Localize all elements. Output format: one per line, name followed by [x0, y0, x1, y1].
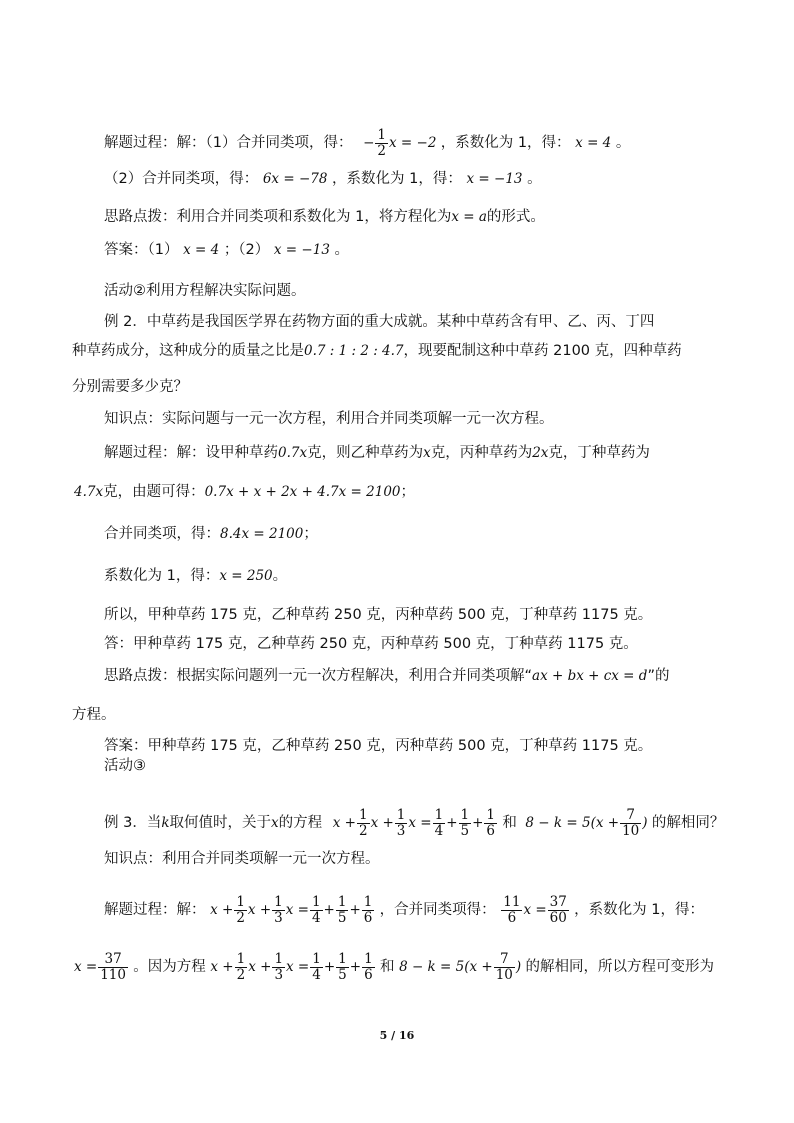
text: 。	[272, 568, 288, 584]
solution-2-line-3	[104, 524, 318, 544]
fraction	[501, 895, 522, 926]
fraction	[272, 952, 285, 983]
text: 知识点：实际问题与一元一次方程，利用合并同类项解一元一次方程。	[104, 411, 554, 427]
solution-3-line-2	[74, 952, 714, 983]
text: ，系数化为 1，得：	[574, 902, 704, 918]
hint-2-line-2	[72, 705, 116, 725]
math: x =	[285, 902, 309, 918]
fraction	[98, 952, 128, 983]
text: 例 3．当	[104, 815, 162, 831]
equation: x = a	[451, 209, 487, 225]
denominator: 2	[236, 967, 246, 983]
numerator: 1	[337, 894, 347, 910]
numerator: 1	[236, 894, 245, 910]
math: )	[515, 959, 522, 975]
equation-b	[399, 951, 525, 983]
denominator: 110	[100, 967, 126, 983]
denominator: 4	[312, 967, 321, 983]
text: ，系数化为 1，得：	[440, 135, 571, 151]
text: 所以，甲种草药 175 克，乙种草药 250 克，丙种草药 500 克，丁种草药 1175 克。	[104, 607, 653, 623]
numerator: 1	[236, 951, 246, 967]
numerator: 7	[494, 952, 515, 968]
denominator: 4	[311, 910, 321, 926]
solution-2-answer	[104, 634, 638, 654]
text: ；（2）	[223, 242, 270, 258]
math: k	[161, 815, 170, 831]
math: )	[642, 815, 648, 831]
equation: x = −13	[466, 171, 523, 187]
equation: x = 4	[575, 135, 612, 151]
hint-2-line-1	[104, 666, 669, 686]
math: x +	[370, 815, 394, 831]
page-number: 5 / 16	[379, 1029, 415, 1042]
math: +	[446, 815, 458, 831]
denominator: 2	[377, 143, 386, 159]
equation: x = 250	[219, 568, 273, 584]
text: 。	[334, 242, 350, 258]
math: 0.7x	[278, 445, 308, 461]
fraction	[548, 895, 569, 926]
math: x = −2	[389, 135, 437, 151]
text: 种草药成分，这种成分的质量之比是	[72, 343, 304, 359]
text: 的解相同？	[651, 815, 725, 831]
denominator: 3	[274, 910, 283, 926]
hint-line	[104, 207, 545, 227]
fraction	[336, 952, 349, 983]
math: x +	[332, 815, 356, 831]
math: 2x	[532, 445, 549, 461]
numerator: 1	[363, 894, 373, 910]
text: （2）合并同类项，得：	[104, 171, 259, 187]
text: 。	[615, 135, 631, 151]
text: 。	[527, 171, 542, 187]
text: 答案：甲种草药 175 克，乙种草药 250 克，丙种草药 500 克，丁种草药 1175 克。	[104, 738, 653, 754]
text: 思路点拨：根据实际问题列一元一次方程解决，利用合并同类项解“	[104, 668, 533, 684]
equation-a	[210, 951, 380, 983]
math: 8 − k = 5(x +	[525, 815, 620, 831]
example-2-line-3	[72, 377, 188, 397]
text: 思路点拨：利用合并同类项和系数化为 1，将方程化为	[104, 209, 452, 225]
text: 。因为方程	[133, 959, 206, 975]
denominator: 6	[363, 910, 373, 926]
text: 活动③	[104, 758, 146, 774]
text: 知识点：利用合并同类项解一元一次方程。	[104, 851, 380, 867]
fraction	[484, 808, 497, 839]
fraction	[494, 952, 515, 983]
numerator: 1	[358, 807, 368, 823]
fraction	[272, 895, 285, 926]
denominator: 3	[274, 967, 284, 983]
text: ；	[400, 484, 416, 500]
solution-2-line-2	[74, 482, 415, 502]
denominator: 6	[486, 823, 496, 839]
math: −	[363, 135, 375, 151]
numerator: 1	[460, 807, 470, 823]
text: 的方程	[278, 815, 323, 831]
text: 系数化为 1，得：	[104, 568, 220, 584]
equation-combined	[500, 894, 574, 926]
denominator: 5	[338, 967, 347, 983]
text: ；	[303, 526, 318, 542]
solution-2-conclusion	[104, 605, 652, 625]
math: x =	[286, 959, 310, 975]
numerator: 1	[377, 127, 386, 143]
equation-solution	[74, 951, 133, 983]
math: x +	[247, 902, 272, 918]
activity-3-heading	[104, 756, 146, 776]
equation: x = −13	[273, 242, 330, 258]
fraction	[357, 808, 370, 839]
text: 答：甲种草药 175 克，乙种草药 250 克，丙种草药 500 克，丁种草药 1175 克。	[104, 636, 638, 652]
fraction	[362, 895, 375, 926]
math: x =	[523, 902, 547, 918]
text: 解题过程：解：（1）合并同类项，得：	[104, 135, 353, 151]
text: 例 2．中草药是我国医学界在药物方面的重大成就。某种中草药含有甲、乙、丙、丁四	[104, 314, 655, 330]
numerator: 1	[486, 807, 496, 823]
math: +	[323, 959, 336, 975]
equation: 0.7x + x + 2x + 4.7x = 2100	[204, 484, 401, 500]
numerator: 1	[312, 951, 321, 967]
solution-2-line-4	[104, 566, 287, 586]
denominator: 4	[434, 823, 444, 839]
numerator: 7	[620, 808, 641, 824]
text: 克，由题可得：	[103, 484, 205, 500]
denominator: 60	[549, 910, 567, 926]
solution-2-line-1	[104, 443, 650, 463]
fraction	[310, 952, 323, 983]
fraction	[459, 808, 472, 839]
numerator: 1	[338, 951, 347, 967]
text: 解题过程：解：	[104, 902, 206, 918]
fraction	[310, 895, 323, 926]
math: +	[349, 902, 361, 918]
equation: x = 4	[183, 242, 220, 258]
text: 和	[379, 959, 395, 975]
math: 8 − k = 5(x +	[399, 959, 493, 975]
numerator: 1	[396, 807, 406, 823]
denominator: 5	[337, 910, 347, 926]
equation	[363, 127, 441, 159]
fraction	[235, 952, 248, 983]
text: 的形式。	[486, 209, 545, 225]
numerator: 1	[274, 894, 283, 910]
example-2-line-2	[72, 341, 682, 361]
knowledge-3-line	[104, 849, 380, 869]
denominator: 2	[358, 823, 368, 839]
text: 活动②利用方程解决实际问题。	[104, 283, 306, 299]
math: x +	[210, 902, 234, 918]
math: x	[271, 815, 279, 831]
solution-line-1	[104, 128, 630, 159]
text: 克，则乙种草药为	[307, 445, 424, 461]
math: +	[349, 959, 362, 975]
equation-a	[332, 807, 503, 839]
text: 分别需要多少克？	[72, 379, 188, 395]
denominator: 10	[622, 823, 640, 839]
math: x =	[74, 959, 98, 975]
numerator: 1	[274, 951, 284, 967]
denominator: 5	[460, 823, 470, 839]
denominator: 6	[507, 910, 517, 926]
text: 解题过程：解：设甲种草药	[104, 445, 278, 461]
denominator: 6	[364, 967, 373, 983]
denominator: 2	[236, 910, 245, 926]
text: 合并同类项，得：	[104, 526, 220, 542]
math: x +	[210, 959, 234, 975]
fraction	[395, 808, 408, 839]
text: 克，丁种草药为	[548, 445, 650, 461]
example-3-line	[104, 808, 724, 839]
numerator: 37	[549, 894, 567, 910]
text: 方程。	[72, 707, 116, 723]
solution-line-2	[104, 169, 542, 189]
activity-2-heading	[104, 281, 306, 301]
text: 的解相同，所以方程可变形为	[525, 959, 714, 975]
numerator: 1	[311, 894, 321, 910]
math: +	[472, 815, 484, 831]
equation-b	[525, 807, 651, 839]
answer-line	[104, 240, 349, 260]
solution-3-line-1	[104, 895, 704, 926]
equation-a	[210, 894, 380, 926]
numerator: 1	[364, 951, 373, 967]
numerator: 37	[98, 952, 128, 968]
fraction	[336, 895, 349, 926]
answer-2-line	[104, 736, 652, 756]
math: x +	[248, 959, 272, 975]
text: ”的	[647, 668, 670, 684]
fraction	[433, 808, 446, 839]
fraction	[620, 808, 641, 839]
numerator: 11	[503, 894, 521, 910]
denominator: 10	[495, 967, 513, 983]
equation: 8.4x = 2100	[220, 526, 304, 542]
knowledge-line	[104, 409, 554, 429]
text: 取何值时，关于	[169, 815, 272, 831]
equation: ax + bx + cx = d	[532, 668, 648, 684]
text: ，现要配制这种中草药 2100 克，四种草药	[403, 343, 682, 359]
math: x	[423, 445, 431, 461]
math: 4.7x	[74, 484, 104, 500]
text: 和	[502, 815, 517, 831]
fraction	[362, 952, 375, 983]
fraction	[234, 895, 247, 926]
example-2-line-1	[104, 312, 654, 332]
text: 克，丙种草药为	[430, 445, 533, 461]
numerator: 1	[434, 807, 444, 823]
equation: 6x = −78	[262, 171, 328, 187]
text: 答案：（1）	[104, 242, 179, 258]
text: ，合并同类项得：	[379, 902, 496, 918]
text: ，系数化为 1，得：	[332, 171, 462, 187]
ratio: 0.7 : 1 : 2 : 4.7	[304, 343, 404, 359]
math: x =	[408, 815, 432, 831]
denominator: 3	[396, 823, 406, 839]
fraction	[375, 128, 388, 159]
math: +	[323, 902, 335, 918]
